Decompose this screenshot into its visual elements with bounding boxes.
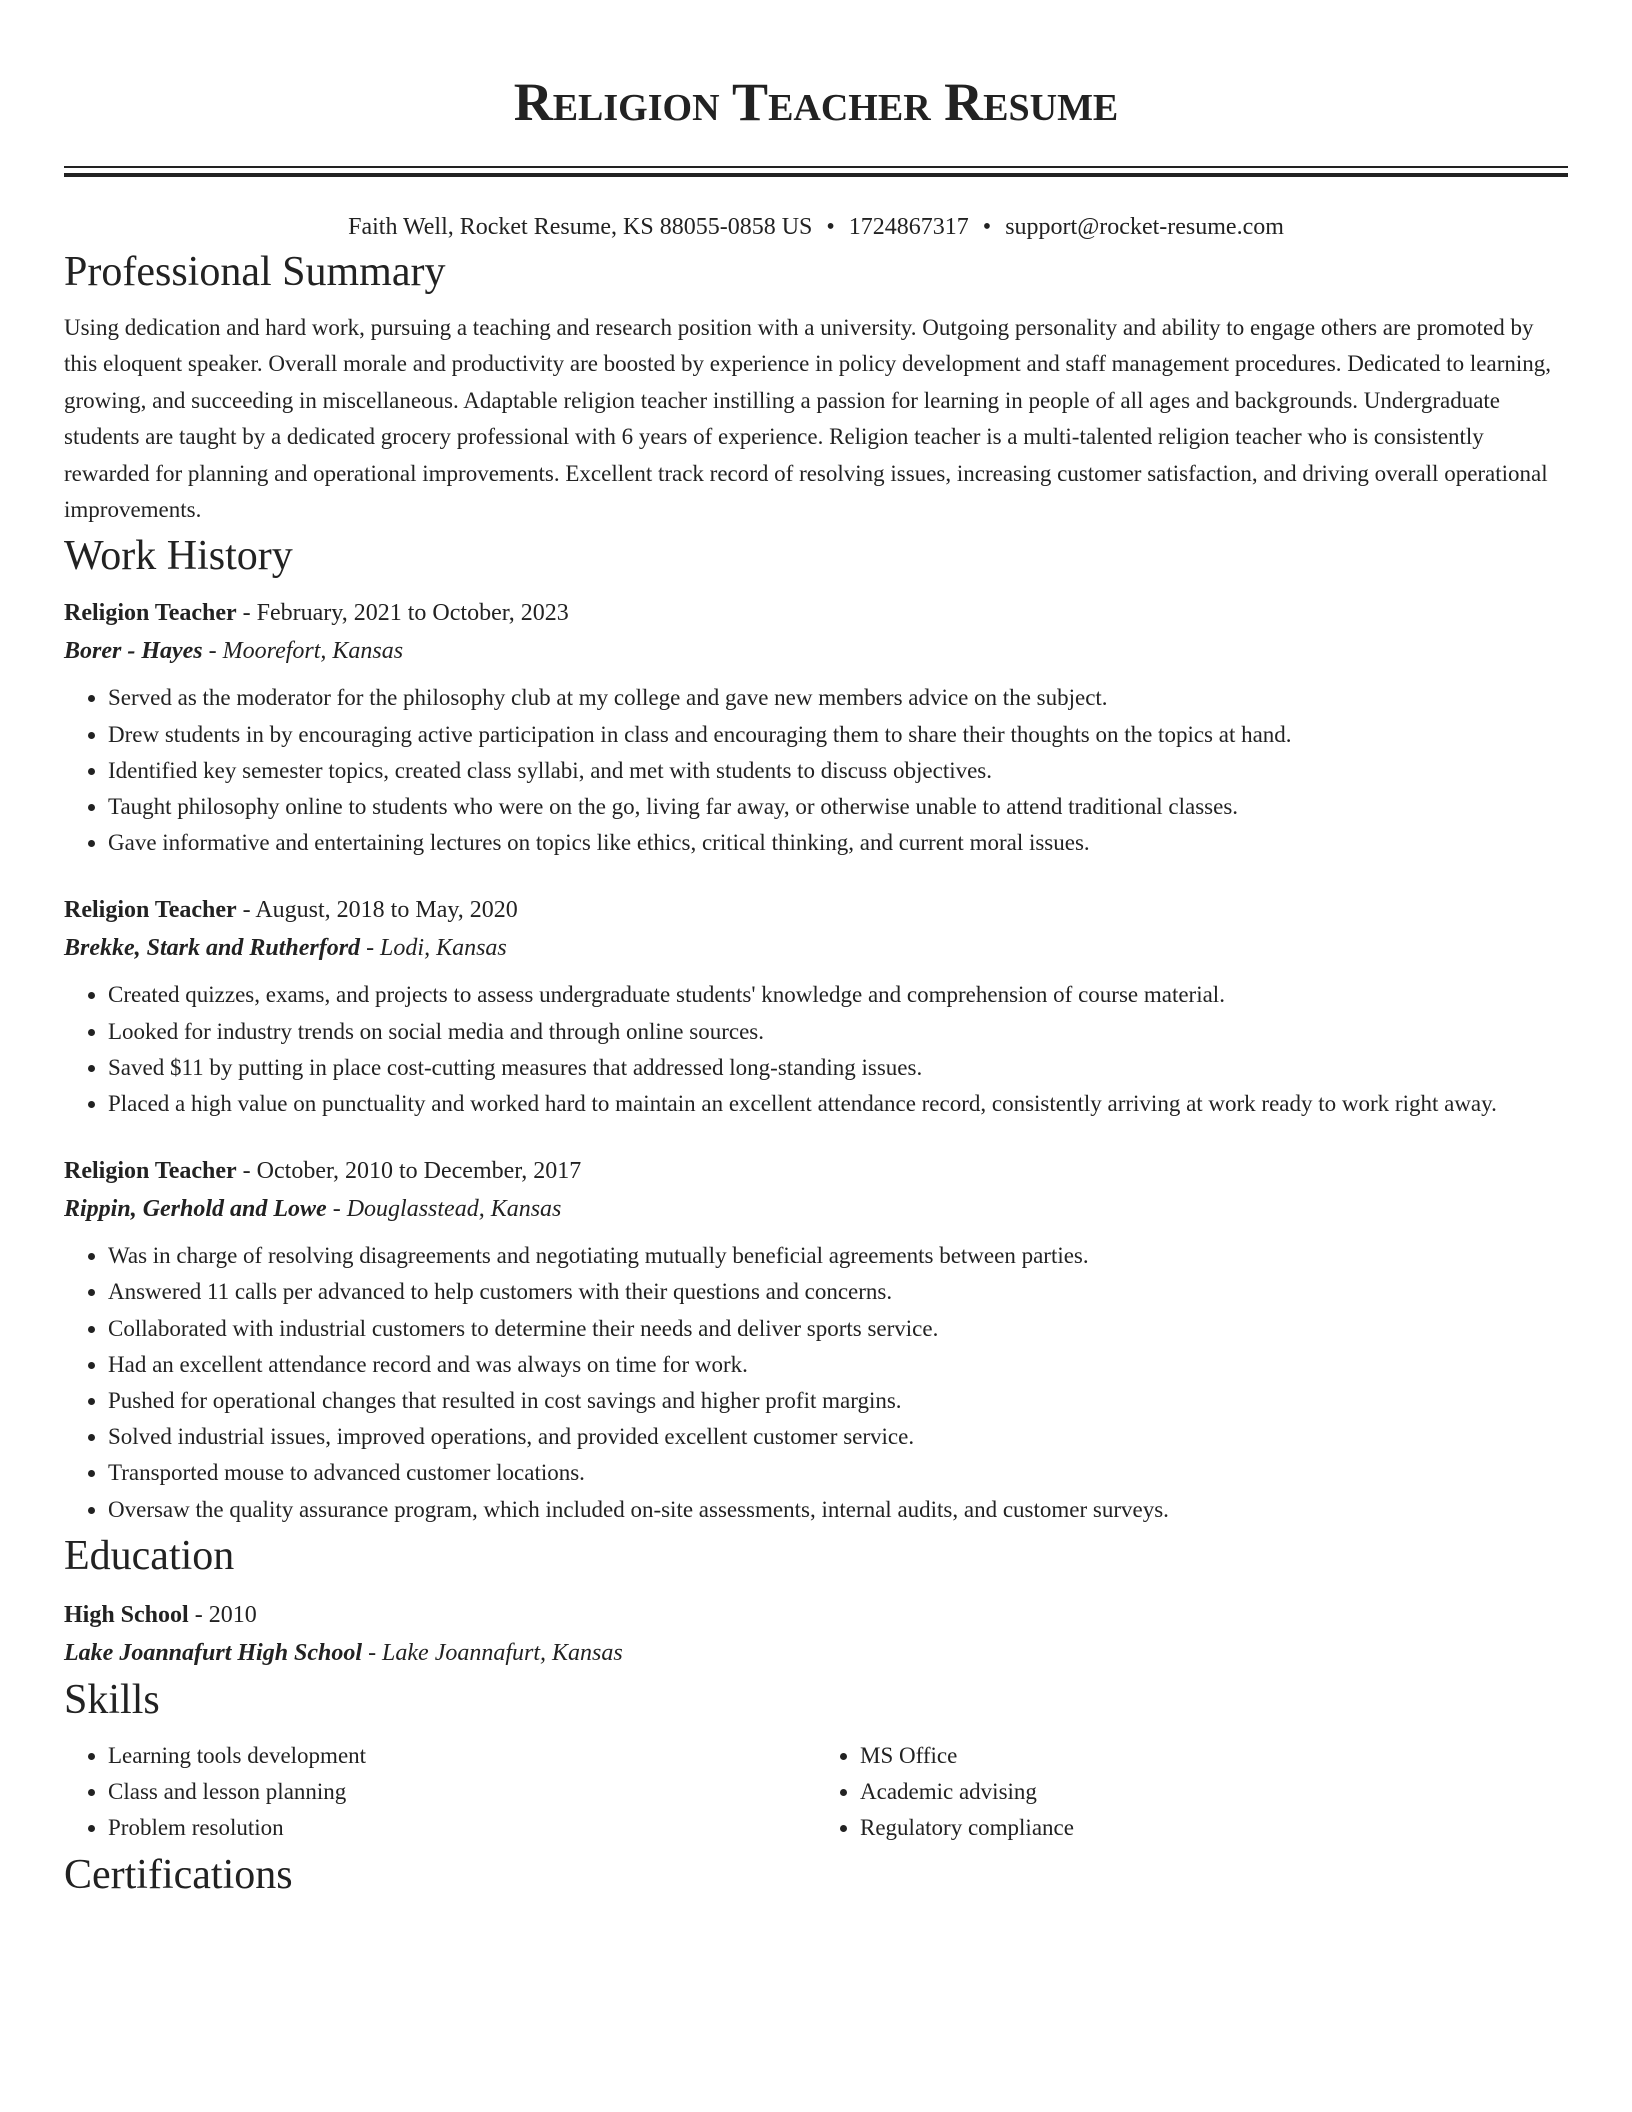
job-dates: - October, 2010 to December, 2017 [236, 1158, 582, 1185]
list-item: • Gave informative and entertaining lectures on topics like ethics, critical thinking, and current moral issues. [108, 825, 1568, 861]
skills-list-right [816, 1738, 1568, 1847]
job-entry [64, 594, 1568, 861]
job-company: Brekke, Stark and Rutherford [64, 935, 361, 962]
list-item: • Collaborated with industrial customers to determine their needs and deliver sports service. [108, 1311, 1568, 1347]
job-company-line [64, 1190, 1568, 1228]
job-company-line [64, 929, 1568, 967]
education-entry [64, 1596, 1568, 1672]
summary-heading: Professional Summary [64, 249, 446, 295]
job-location: - Lodi, Kansas [360, 935, 507, 962]
list-item: • Identified key semester topics, created class syllabi, and met with students to discuss objectives. [108, 753, 1568, 789]
list-item: • Problem resolution [108, 1810, 816, 1846]
certifications-heading: Certifications [64, 1851, 293, 1898]
list-item: • Oversaw the quality assurance program, which included on-site assessments, internal audits, and customer surveys. [108, 1492, 1568, 1528]
education-degree-line [64, 1596, 1568, 1634]
job-company-line [64, 632, 1568, 670]
resume-page [64, 0, 1568, 1903]
title-divider-thin [64, 166, 1568, 168]
list-item: • Learning tools development [108, 1738, 816, 1774]
list-item: • Academic advising [860, 1774, 1568, 1810]
list-item: • Drew students in by encouraging active participation in class and encouraging them to share their thoughts on the topics at hand. [108, 717, 1568, 753]
list-item: • Created quizzes, exams, and projects to assess undergraduate students' knowledge and comprehension of course material. [108, 977, 1568, 1013]
education-heading: Education [64, 1532, 235, 1579]
list-item: • Taught philosophy online to students who were on the go, living far away, or otherwise unable to attend traditional classes. [108, 789, 1568, 825]
work-history-heading: Work History [64, 533, 293, 580]
skills-heading: Skills [64, 1676, 160, 1723]
list-item: • Served as the moderator for the philosophy club at my college and gave new members advice on the subject. [108, 680, 1568, 716]
job-title: Religion Teacher [64, 600, 237, 627]
contact-separator: • [982, 214, 992, 240]
summary-text: Using dedication and hard work, pursuing a teaching and research position with a university. Outgoing personality and ability to engage others are promoted by this eloquent speaker. Overall morale and productivity are boosted by experience in policy development and staff management procedures. Dedicated to learning, growing, and succeeding in miscellaneous. Adaptable religion teacher instilling a passion for learning in people of all ages and backgrounds. Undergraduate students are taught by a dedicated grocery professional with 6 years of experience. Religion teacher is a multi-talented religion teacher who is consistently rewarded for planning and operational improvements. Excellent track record of resolving issues, increasing customer satisfaction, and driving overall operational improvements. [64, 315, 1552, 523]
job-entry [64, 891, 1568, 1122]
skills-columns [64, 1738, 1568, 1847]
resume-title: Religion Teacher Resume [513, 72, 1119, 132]
job-duties-list [64, 1238, 1568, 1528]
education-year: - 2010 [188, 1601, 257, 1628]
job-dates: - February, 2021 to October, 2023 [236, 600, 569, 627]
job-dates: - August, 2018 to May, 2020 [236, 897, 518, 924]
job-title-line [64, 891, 1568, 929]
list-item: • Solved industrial issues, improved operations, and provided excellent customer service. [108, 1419, 1568, 1455]
contact-line [64, 210, 1568, 244]
job-duties-list [64, 977, 1568, 1122]
list-item: • Class and lesson planning [108, 1774, 816, 1810]
list-item: • Saved $11 by putting in place cost-cutting measures that addressed long-standing issues. [108, 1050, 1568, 1086]
list-item: • Placed a high value on punctuality and worked hard to maintain an excellent attendance record, consistently arriving at work ready to work right away. [108, 1086, 1568, 1122]
job-title: Religion Teacher [64, 1158, 237, 1185]
list-item: • Regulatory compliance [860, 1810, 1568, 1846]
contact-phone: 1724867317 [848, 214, 969, 240]
job-location: - Moorefort, Kansas [202, 638, 404, 665]
job-title: Religion Teacher [64, 897, 237, 924]
list-item: • MS Office [860, 1738, 1568, 1774]
job-title-line [64, 594, 1568, 632]
skills-list-left [64, 1738, 816, 1847]
education-school-line [64, 1634, 1568, 1672]
education-school: Lake Joannafurt High School [64, 1639, 363, 1666]
job-company: Borer - Hayes [64, 638, 203, 665]
list-item: • Answered 11 calls per advanced to help customers with their questions and concerns. [108, 1274, 1568, 1310]
job-location: - Douglasstead, Kansas [326, 1196, 562, 1223]
education-location: - Lake Joannafurt, Kansas [362, 1639, 623, 1666]
list-item: • Pushed for operational changes that resulted in cost savings and higher profit margins. [108, 1383, 1568, 1419]
title-divider-thick [64, 173, 1568, 177]
list-item: • Had an excellent attendance record and was always on time for work. [108, 1347, 1568, 1383]
job-title-line [64, 1152, 1568, 1190]
job-company: Rippin, Gerhold and Lowe [64, 1196, 327, 1223]
contact-separator: • [826, 214, 835, 240]
job-entry [64, 1152, 1568, 1528]
list-item: • Transported mouse to advanced customer locations. [108, 1455, 1568, 1491]
list-item: • Looked for industry trends on social media and through online sources. [108, 1014, 1568, 1050]
list-item: • Was in charge of resolving disagreements and negotiating mutually beneficial agreements between parties. [108, 1238, 1568, 1274]
job-duties-list [64, 680, 1568, 861]
contact-email: support@rocket-resume.com [1005, 214, 1284, 240]
education-degree: High School [64, 1601, 189, 1628]
contact-address: Faith Well, Rocket Resume, KS 88055-0858 US [348, 214, 813, 240]
